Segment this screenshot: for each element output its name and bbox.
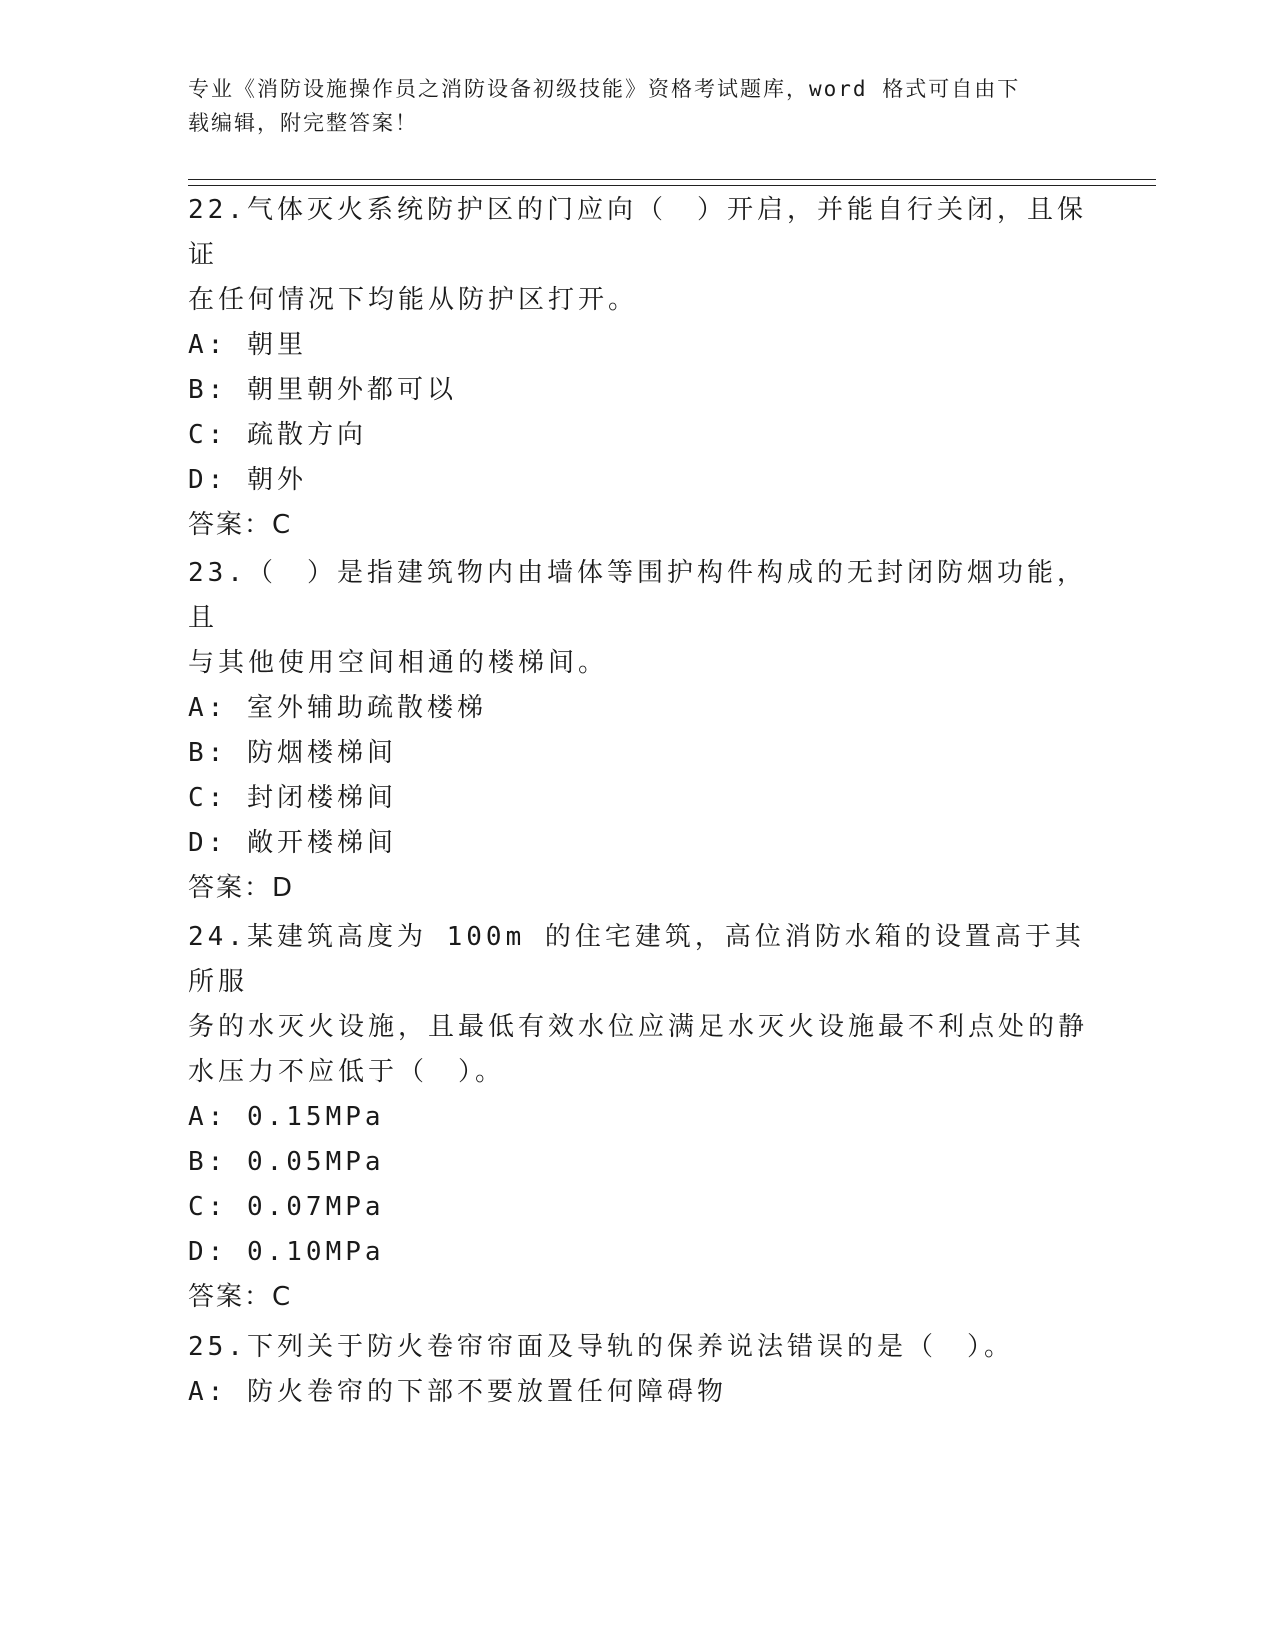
answer: 答案：C — [188, 510, 293, 540]
answer: 答案：C — [188, 1282, 293, 1312]
option-b: B: 防烟楼梯间 — [188, 738, 397, 768]
option-a: A: 防火卷帘的下部不要放置任何障碍物 — [188, 1377, 727, 1407]
option-d: D: 敞开楼梯间 — [188, 828, 397, 858]
question-25 — [188, 1325, 1088, 1415]
option-b: B: 朝里朝外都可以 — [188, 375, 457, 405]
question-stem: 24.某建筑高度为 100m 的住宅建筑，高位消防水箱的设置高于其所服 — [188, 922, 1085, 997]
option-c: C: 0.07MPa — [188, 1192, 385, 1222]
header-divider — [188, 179, 1156, 180]
option-a: A: 室外辅助疏散楼梯 — [188, 693, 487, 723]
question-24 — [188, 915, 1088, 1320]
question-stem: 水压力不应低于（ ）。 — [188, 1057, 506, 1087]
question-stem: 22.气体灭火系统防护区的门应向（ ）开启，并能自行关闭，且保证 — [188, 195, 1087, 270]
question-stem: 23.（ ）是指建筑物内由墙体等围护构件构成的无封闭防烟功能，且 — [188, 558, 1087, 633]
option-d: D: 朝外 — [188, 465, 307, 495]
question-stem: 务的水灭火设施，且最低有效水位应满足水灭火设施最不利点处的静 — [188, 1012, 1089, 1042]
question-stem: 在任何情况下均能从防护区打开。 — [188, 285, 639, 315]
option-c: C: 疏散方向 — [188, 420, 367, 450]
question-stem: 25.下列关于防火卷帘帘面及导轨的保养说法错误的是（ ）。 — [188, 1332, 1014, 1362]
option-b: B: 0.05MPa — [188, 1147, 385, 1177]
question-stem: 与其他使用空间相通的楼梯间。 — [188, 648, 609, 678]
answer: 答案：D — [188, 873, 295, 903]
option-a: A: 0.15MPa — [188, 1102, 385, 1132]
question-22 — [188, 188, 1088, 548]
document-header — [188, 72, 1088, 140]
header-line: 载编辑，附完整答案！ — [188, 111, 418, 135]
option-c: C: 封闭楼梯间 — [188, 783, 397, 813]
option-a: A: 朝里 — [188, 330, 307, 360]
header-divider — [188, 185, 1156, 186]
option-d: D: 0.10MPa — [188, 1237, 385, 1267]
question-23 — [188, 551, 1088, 911]
header-line: 专业《消防设施操作员之消防设备初级技能》资格考试题库，word 格式可自由下 — [188, 77, 1021, 101]
